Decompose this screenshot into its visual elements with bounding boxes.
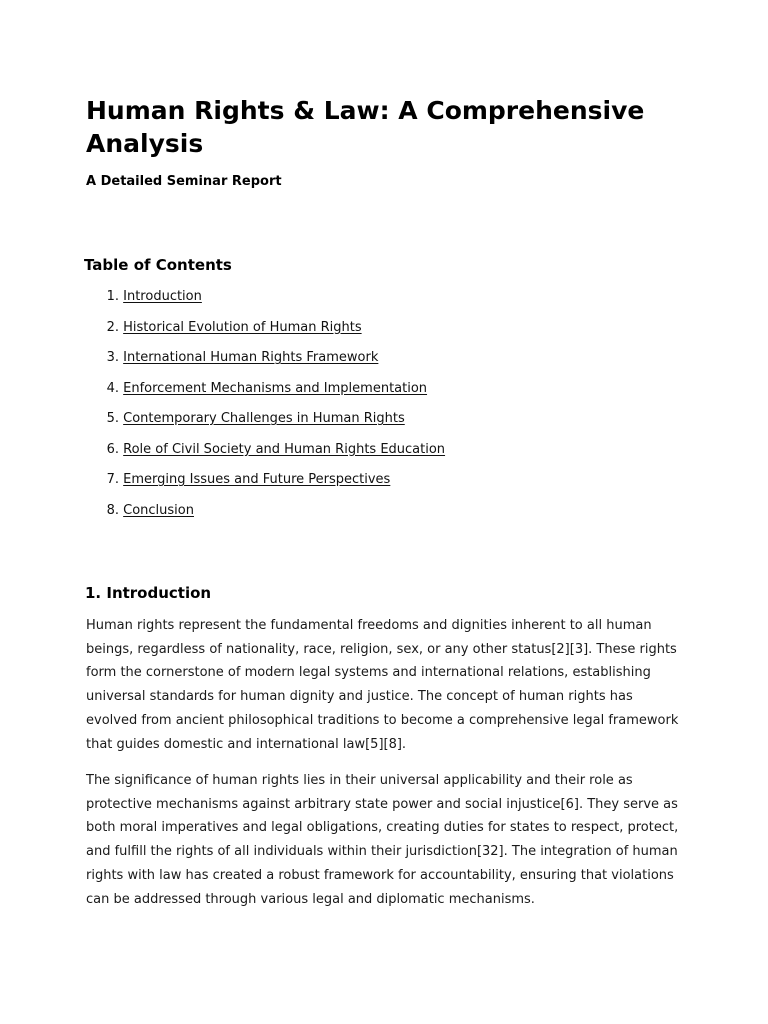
toc-link-historical-evolution[interactable]: Historical Evolution of Human Rights: [123, 319, 362, 335]
section-heading-introduction: 1. Introduction: [85, 584, 212, 602]
toc-link-contemporary-challenges[interactable]: Contemporary Challenges in Human Rights: [123, 411, 405, 426]
toc-item-number: 3.: [106, 350, 119, 365]
toc-link-enforcement[interactable]: Enforcement Mechanisms and Implementation: [123, 380, 428, 396]
toc-item-number: 1.: [106, 289, 119, 304]
toc-link-civil-society[interactable]: Role of Civil Society and Human Rights Education: [123, 441, 446, 457]
toc-heading: Table of Contents: [84, 256, 232, 274]
body-paragraph: The significance of human rights lies in their universal applicability and their role as protective mechanisms against arbitrary state power and social injustice[6]. They serve as both moral imperatives and legal obligations, creating duties for states to respect, protect, and fulfill the rights of all individuals within their jurisdiction[32]. The integration of human rights with law has created a robust framework for accountability, ensuring that violations can be addressed through various legal and diplomatic mechanisms.: [86, 773, 679, 907]
toc-item-number: 7.: [106, 472, 119, 487]
toc-item-contemporary-challenges: [86, 410, 445, 441]
toc-item-civil-society: [86, 441, 445, 472]
toc-item-number: 5.: [106, 411, 119, 426]
document-subtitle: A Detailed Seminar Report: [86, 174, 282, 189]
toc-item-historical-evolution: [86, 319, 445, 350]
toc-item-emerging-issues: [86, 471, 445, 502]
toc-item-number: 4.: [106, 380, 119, 396]
toc-item-international-framework: [86, 349, 445, 380]
toc-link-conclusion[interactable]: Conclusion: [123, 502, 194, 518]
toc-link-international-framework[interactable]: International Human Rights Framework: [123, 350, 379, 365]
toc-item-enforcement: [86, 380, 445, 411]
toc-item-number: 6.: [106, 441, 119, 457]
toc-item-introduction: [86, 288, 445, 319]
table-of-contents: [86, 288, 445, 532]
body-paragraph: Human rights represent the fundamental freedoms and dignities inherent to all human beings, regardless of nationality, race, religion, sex, or any other status[2][3]. These rights form the cornerstone of modern legal systems and international relations, establishing universal standards for human dignity and justice. The concept of human rights has evolved from ancient philosophical traditions to become a comprehensive legal framework that guides domestic and international law[5][8].: [86, 618, 679, 752]
toc-link-emerging-issues[interactable]: Emerging Issues and Future Perspectives: [123, 472, 391, 487]
toc-link-introduction[interactable]: Introduction: [123, 289, 202, 304]
toc-item-number: 8.: [106, 502, 119, 518]
toc-item-number: 2.: [106, 319, 119, 335]
document-title: Human Rights & Law: A Comprehensive Analysis: [86, 96, 645, 158]
toc-item-conclusion: [86, 502, 445, 533]
